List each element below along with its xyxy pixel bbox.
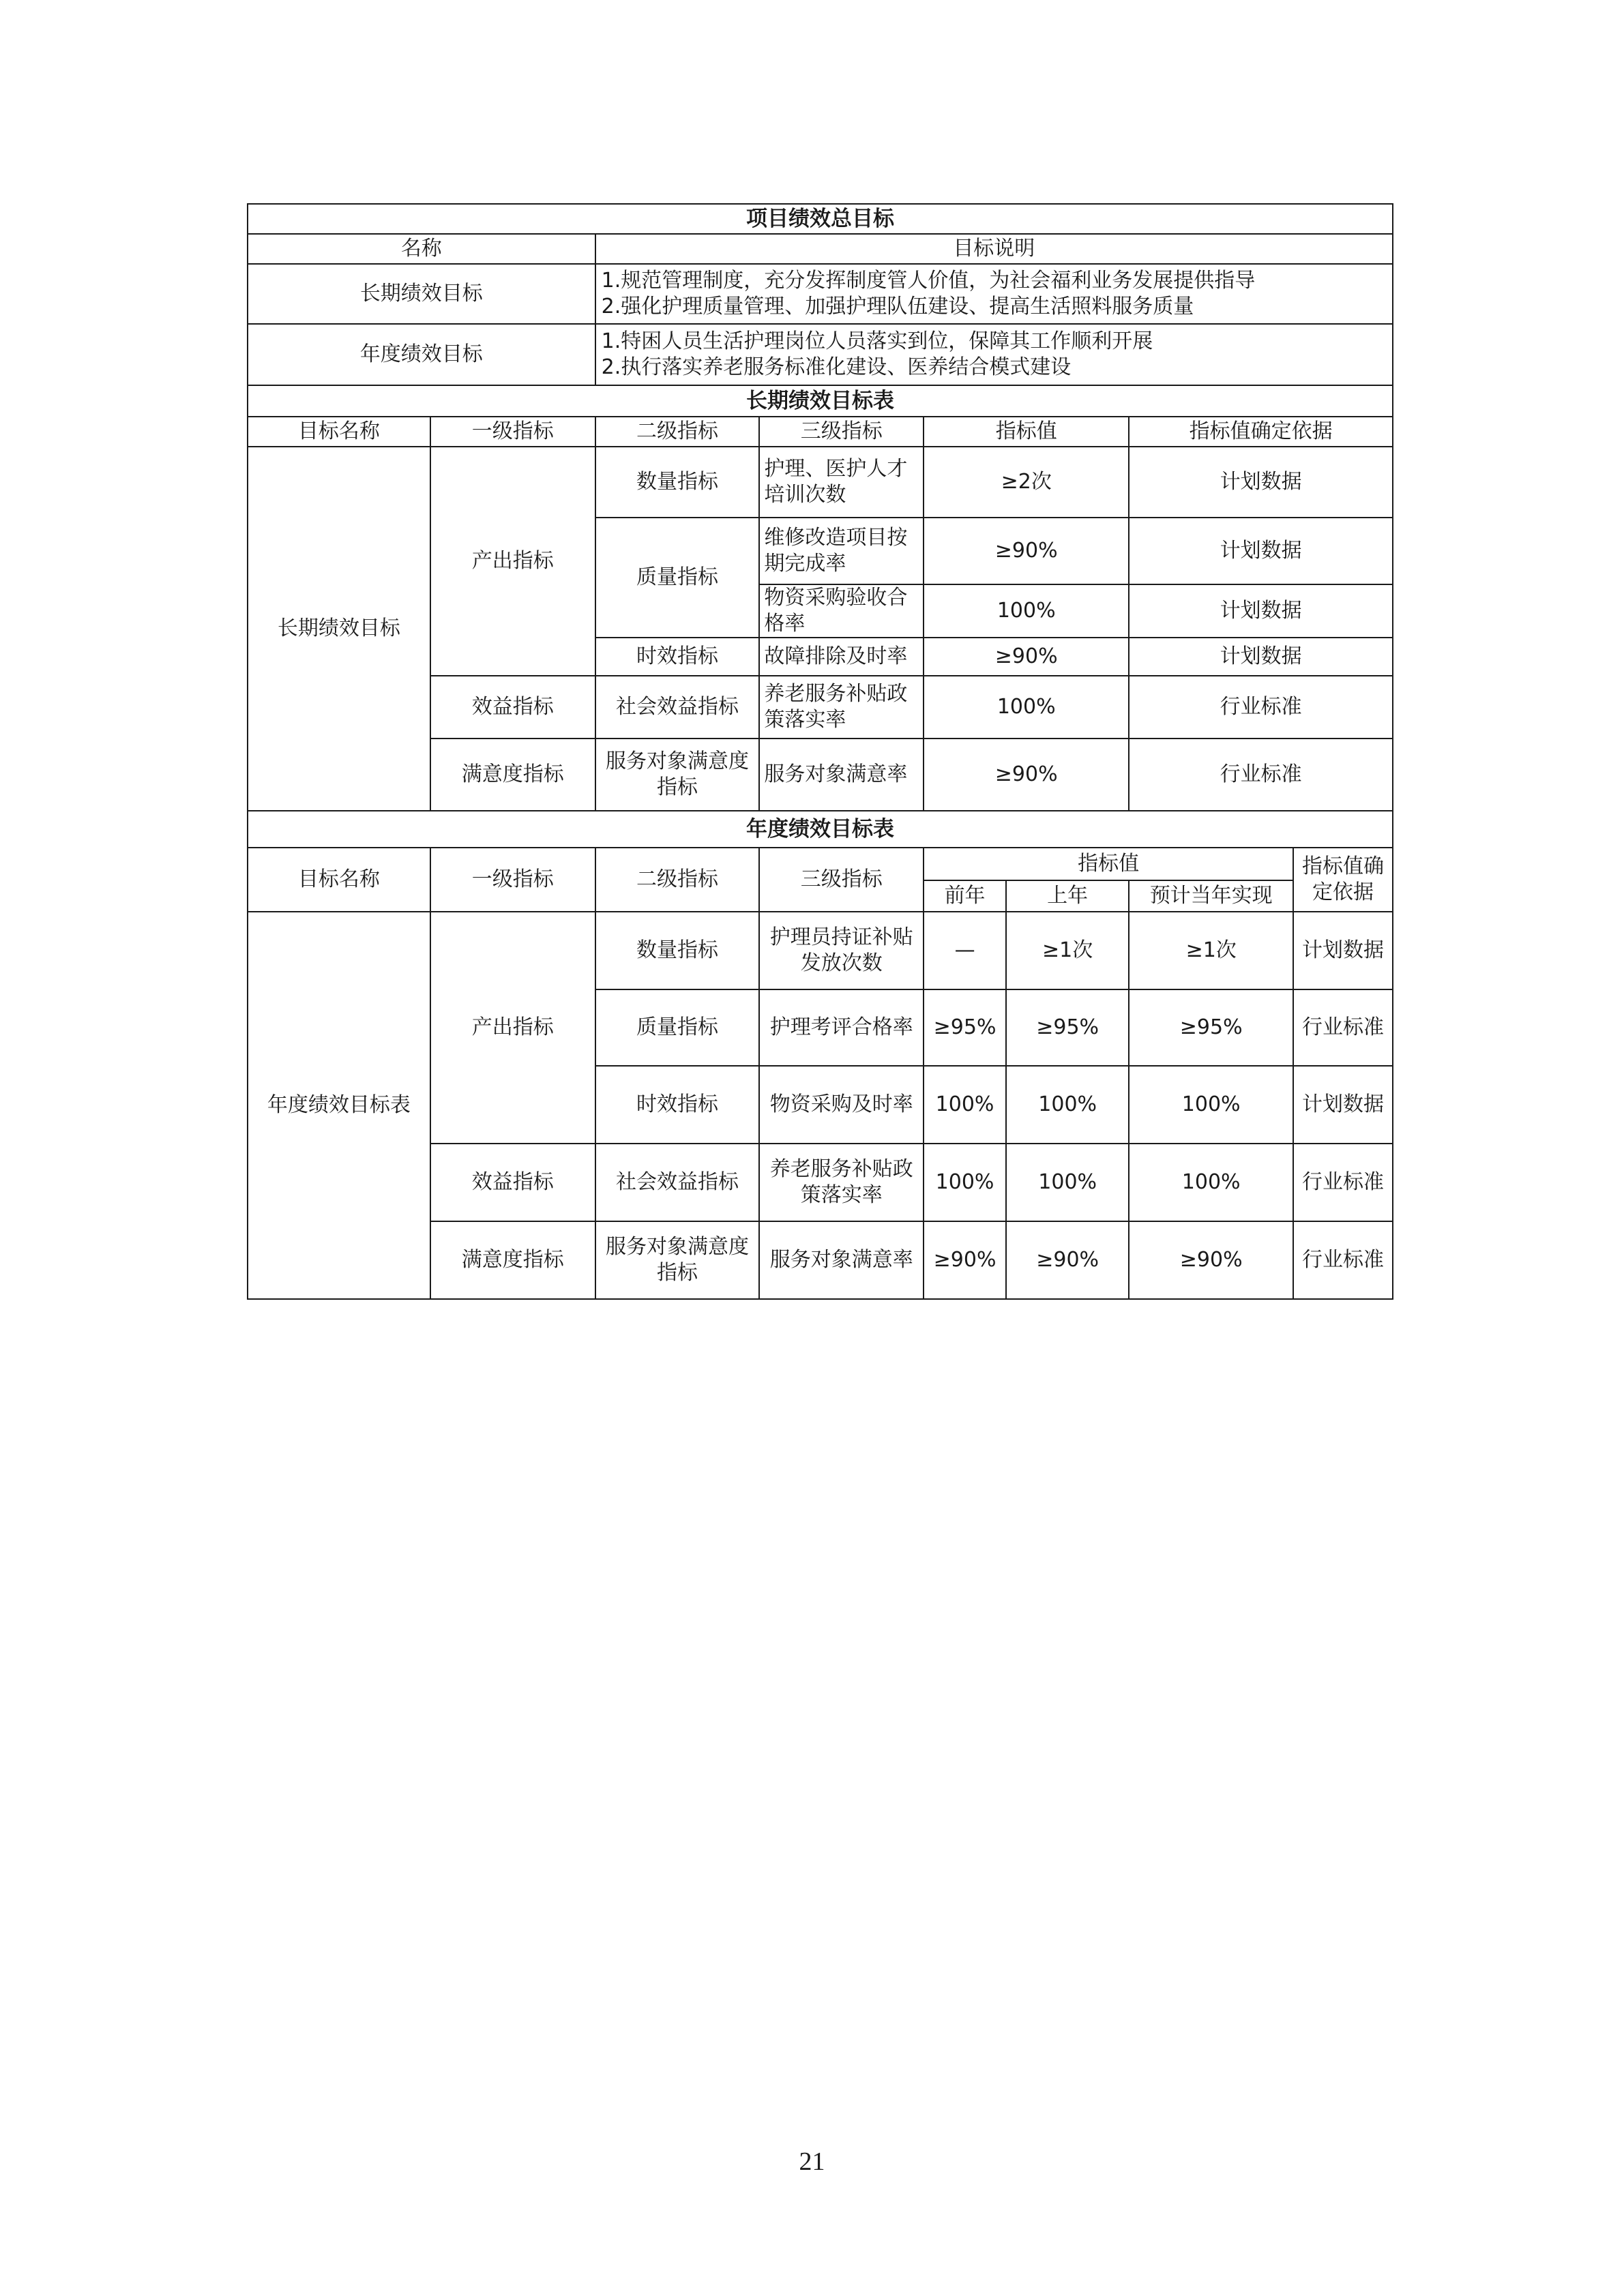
an-level3: 养老服务补贴政策落实率 [759, 1144, 924, 1221]
an-basis: 计划数据 [1293, 912, 1393, 989]
overall-col-name: 名称 [248, 234, 595, 264]
lt-header-basis: 指标值确定依据 [1129, 417, 1393, 447]
an-goal-name: 年度绩效目标表 [248, 912, 430, 1299]
lt-basis: 行业标准 [1129, 739, 1393, 811]
an-last-year: 100% [1006, 1066, 1129, 1144]
overall-row-desc [595, 324, 1393, 385]
an-basis: 行业标准 [1293, 989, 1393, 1066]
lt-level2-quality: 质量指标 [595, 518, 760, 638]
an-last-year: ≥95% [1006, 989, 1129, 1066]
an-level2-service: 服务对象满意度指标 [595, 1221, 760, 1299]
an-header-basis: 指标值确定依据 [1293, 848, 1393, 912]
desc-line: 2.强化护理质量管理、加强护理队伍建设、提高生活照料服务质量 [601, 295, 1194, 318]
lt-level2-timeliness: 时效指标 [595, 638, 760, 676]
an-header-prev-year: 前年 [924, 880, 1006, 912]
an-prev-year: ≥95% [924, 989, 1006, 1066]
an-prev-year: 100% [924, 1144, 1006, 1221]
an-level3: 物资采购及时率 [759, 1066, 924, 1144]
lt-level3: 护理、医护人才培训次数 [759, 447, 924, 518]
lt-basis: 行业标准 [1129, 676, 1393, 739]
lt-header-level2: 二级指标 [595, 417, 760, 447]
lt-value: ≥90% [924, 638, 1129, 676]
lt-level2-quantity: 数量指标 [595, 447, 760, 518]
an-prev-year: ≥90% [924, 1221, 1006, 1299]
desc-line: 1.规范管理制度，充分发挥制度管人价值，为社会福利业务发展提供指导 [601, 269, 1256, 293]
an-last-year: ≥90% [1006, 1221, 1129, 1299]
an-prev-year: 100% [924, 1066, 1006, 1144]
an-expected: ≥90% [1129, 1221, 1293, 1299]
an-level2-quantity: 数量指标 [595, 912, 760, 989]
an-level3: 护理考评合格率 [759, 989, 924, 1066]
lt-level1-satisfaction: 满意度指标 [430, 739, 595, 811]
an-expected: ≥95% [1129, 989, 1293, 1066]
an-last-year: ≥1次 [1006, 912, 1129, 989]
an-last-year: 100% [1006, 1144, 1129, 1221]
an-level1-output: 产出指标 [430, 912, 595, 1144]
lt-value: 100% [924, 584, 1129, 638]
an-header-goal: 目标名称 [248, 848, 430, 912]
lt-level3: 物资采购验收合格率 [759, 584, 924, 638]
lt-value: ≥90% [924, 739, 1129, 811]
lt-basis: 计划数据 [1129, 447, 1393, 518]
desc-line: 2.执行落实养老服务标准化建设、医养结合模式建设 [601, 355, 1072, 379]
overall-row-name: 年度绩效目标 [248, 324, 595, 385]
lt-level3: 故障排除及时率 [759, 638, 924, 676]
lt-level3: 维修改造项目按期完成率 [759, 518, 924, 584]
long-term-title: 长期绩效目标表 [248, 385, 1393, 417]
page-number: 21 [799, 2147, 825, 2176]
an-expected: 100% [1129, 1066, 1293, 1144]
lt-value: ≥90% [924, 518, 1129, 584]
annual-title: 年度绩效目标表 [248, 811, 1393, 848]
an-level2-quality: 质量指标 [595, 989, 760, 1066]
an-header-level1: 一级指标 [430, 848, 595, 912]
an-level1-benefit: 效益指标 [430, 1144, 595, 1221]
lt-basis: 计划数据 [1129, 638, 1393, 676]
overall-row-desc [595, 264, 1393, 324]
an-level2-timeliness: 时效指标 [595, 1066, 760, 1144]
an-expected: ≥1次 [1129, 912, 1293, 989]
lt-level2-service: 服务对象满意度指标 [595, 739, 760, 811]
lt-level3: 服务对象满意率 [759, 739, 924, 811]
an-prev-year: — [924, 912, 1006, 989]
lt-value: 100% [924, 676, 1129, 739]
an-level3: 护理员持证补贴发放次数 [759, 912, 924, 989]
an-level1-satisfaction: 满意度指标 [430, 1221, 595, 1299]
an-basis: 计划数据 [1293, 1066, 1393, 1144]
lt-header-goal: 目标名称 [248, 417, 430, 447]
lt-level3: 养老服务补贴政策落实率 [759, 676, 924, 739]
lt-header-value: 指标值 [924, 417, 1129, 447]
an-header-value: 指标值 [924, 848, 1293, 880]
lt-value: ≥2次 [924, 447, 1129, 518]
lt-basis: 计划数据 [1129, 518, 1393, 584]
lt-header-level3: 三级指标 [759, 417, 924, 447]
an-header-level2: 二级指标 [595, 848, 760, 912]
an-header-level3: 三级指标 [759, 848, 924, 912]
lt-header-level1: 一级指标 [430, 417, 595, 447]
an-expected: 100% [1129, 1144, 1293, 1221]
an-basis: 行业标准 [1293, 1221, 1393, 1299]
an-level2-social: 社会效益指标 [595, 1144, 760, 1221]
lt-level1-benefit: 效益指标 [430, 676, 595, 739]
an-header-expected: 预计当年实现 [1129, 880, 1293, 912]
performance-table [247, 203, 1393, 1300]
lt-level1-output: 产出指标 [430, 447, 595, 676]
lt-goal-name: 长期绩效目标 [248, 447, 430, 811]
an-level3: 服务对象满意率 [759, 1221, 924, 1299]
lt-basis: 计划数据 [1129, 584, 1393, 638]
overall-row-name: 长期绩效目标 [248, 264, 595, 324]
overall-col-desc: 目标说明 [595, 234, 1393, 264]
overall-title: 项目绩效总目标 [248, 204, 1393, 234]
desc-line: 1.特困人员生活护理岗位人员落实到位，保障其工作顺利开展 [601, 329, 1153, 353]
an-header-last-year: 上年 [1006, 880, 1129, 912]
lt-level2-social: 社会效益指标 [595, 676, 760, 739]
an-basis: 行业标准 [1293, 1144, 1393, 1221]
